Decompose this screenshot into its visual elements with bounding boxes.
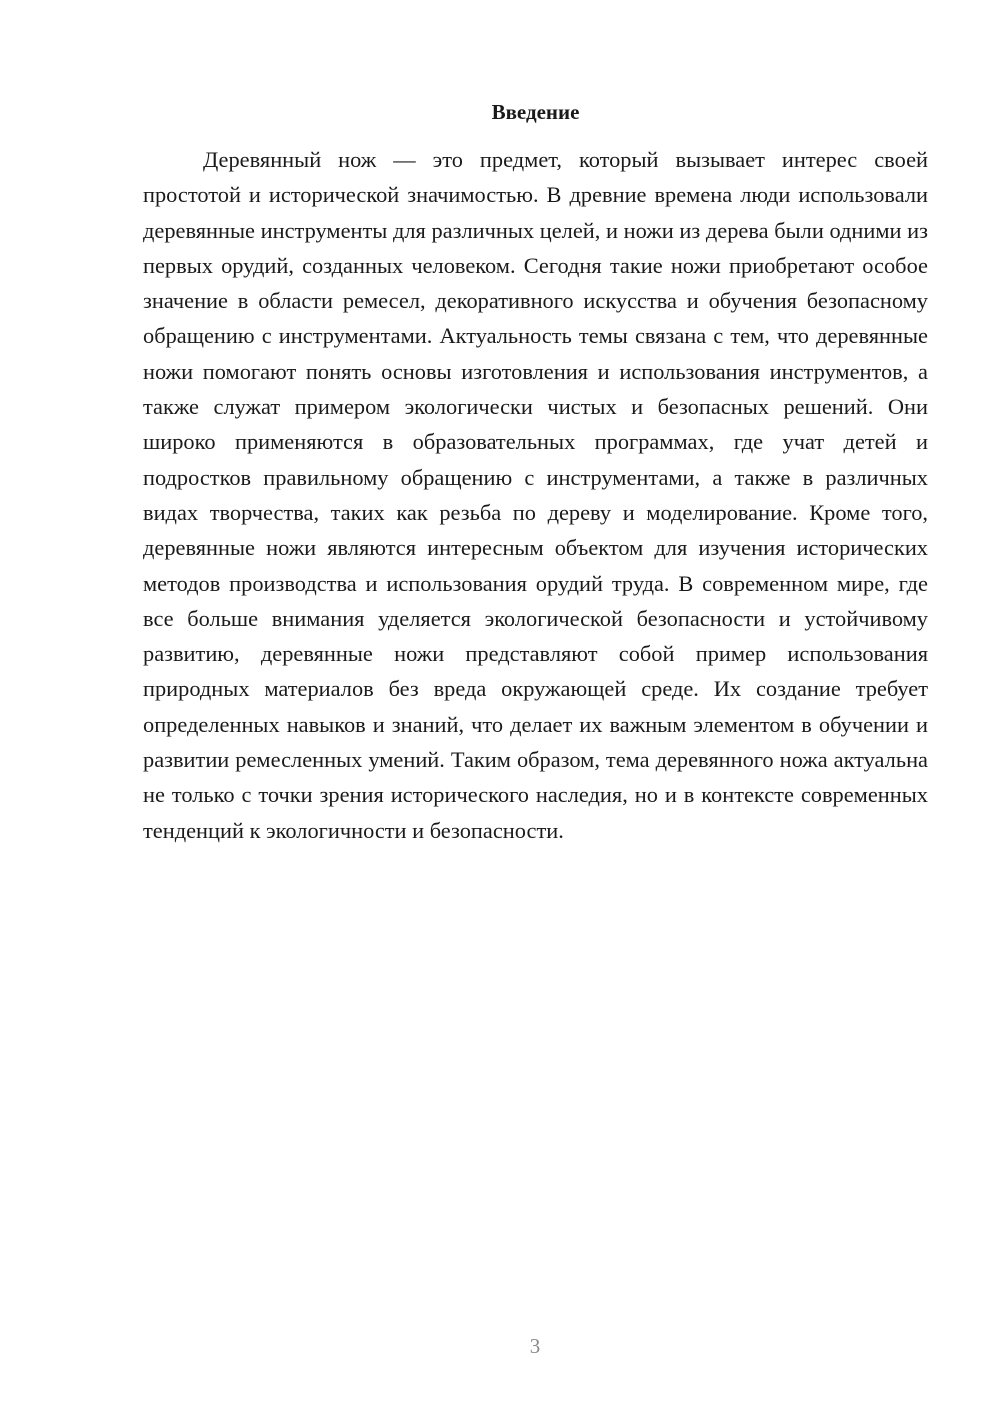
body-paragraph: Деревянный нож — это предмет, который вызывает интерес своей простотой и исторической значимостью. В древние времена люди использовали деревянные инструменты для различных целей, и ножи из дерева были одними из первых орудий, созданных человеком. Сегодня такие ножи приобретают особое значение в области ремесел, декоративного искусства и обучения безопасному обращению с инструментами. Актуальность темы связана с тем, что деревянные ножи помогают понять основы изготовления и использования инструментов, а также служат примером экологически чистых и безопасных решений. Они широко применяются в образовательных программах, где учат детей и подростков правильному обращению с инструментами, а также в различных видах творчества, таких как резьба по дереву и моделирование. Кроме того, деревянные ножи являются интересным объектом для изучения исторических методов производства и использования орудий труда. В современном мире, где все больше внимания уделяется экологической безопасности и устойчивому развитию, деревянные ножи представляют собой пример использования природных материалов без вреда окружающей среде. Их создание требует определенных навыков и знаний, что делает их важным элементом в обучении и развитии ремесленных умений. Таким образом, тема деревянного ножа актуальна не только с точки зрения исторического наследия, но и в контексте современных тенденций к экологичности и безопасности. — [143, 147, 928, 843]
page-number: 3 — [529, 1334, 541, 1358]
section-heading: Введение — [491, 100, 580, 124]
